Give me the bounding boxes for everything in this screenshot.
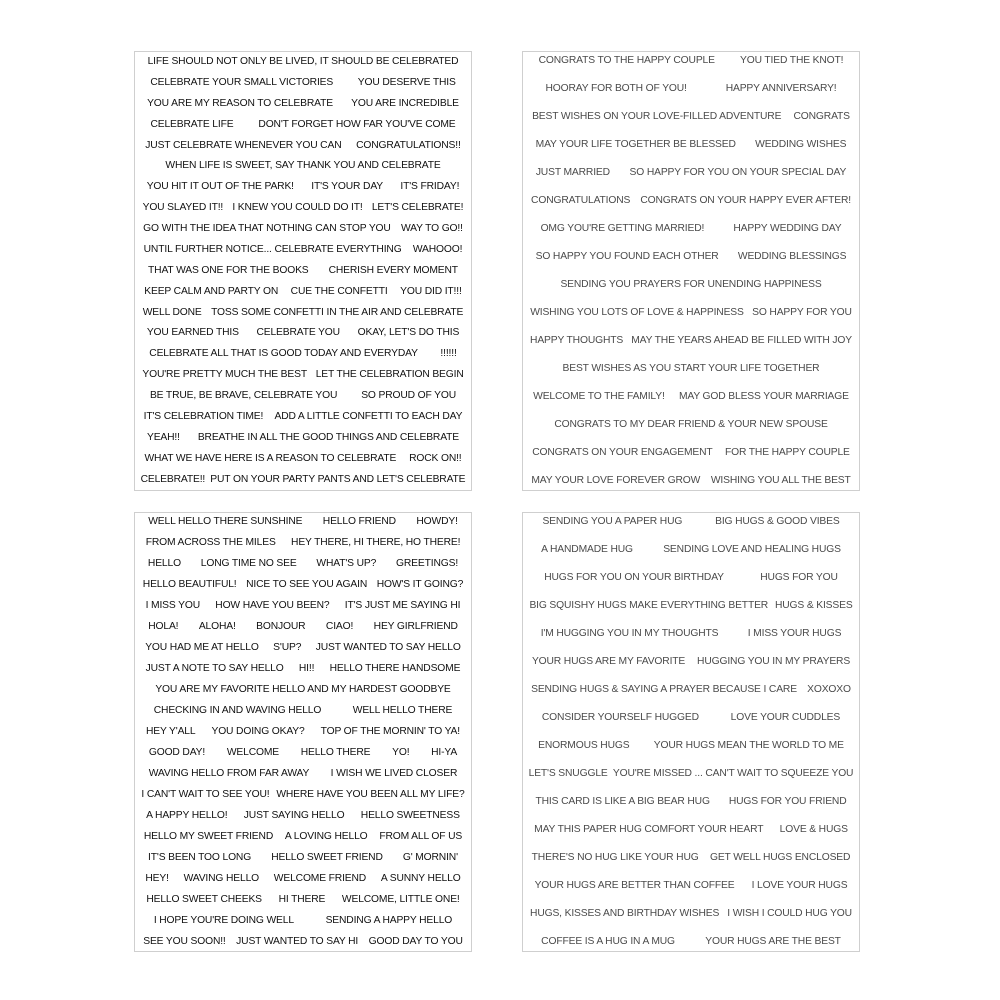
sentiment-phrase: YOU EARNED THIS [146, 327, 239, 339]
sentiment-row [526, 937, 856, 947]
hello-stamp-sheet [134, 512, 472, 952]
sentiment-row [138, 475, 468, 485]
sentiment-phrase: YOU ARE MY FAVORITE HELLO AND MY HARDEST GOODBYE [155, 683, 451, 695]
sentiment-phrase: ADD A LITTLE CONFETTI TO EACH DAY [274, 410, 463, 422]
celebrate-stamp-sheet [134, 51, 472, 491]
sentiment-phrase: YOUR HUGS MEAN THE WORLD TO ME [653, 739, 844, 751]
sentiment-row [138, 454, 468, 464]
sentiment-phrase: OMG YOU'RE GETTING MARRIED! [540, 222, 705, 234]
sentiment-phrase: HI THERE [278, 893, 326, 905]
sentiment-phrase: HOORAY FOR BOTH OF YOU! [545, 82, 687, 94]
sentiment-row [138, 748, 468, 758]
sentiment-phrase: YOUR HUGS ARE THE BEST [705, 935, 841, 947]
sentiment-phrase: YOU ARE INCREDIBLE [351, 97, 459, 109]
sentiment-phrase: CONGRATS ON YOUR HAPPY EVER AFTER! [640, 194, 851, 206]
sentiment-phrase: YOU HAD ME AT HELLO [145, 641, 259, 653]
sentiment-row [526, 112, 856, 122]
sentiment-phrase: HUGS FOR YOU ON YOUR BIRTHDAY [544, 571, 724, 583]
sentiment-phrase: FROM ALL OF US [379, 830, 463, 842]
sentiment-row [526, 448, 856, 458]
sentiment-phrase: WELL DONE [142, 306, 202, 318]
sentiment-row [138, 559, 468, 569]
sentiment-phrase: CHERISH EVERY MOMENT [328, 264, 458, 276]
sentiment-phrase: LONG TIME NO SEE [200, 557, 297, 569]
sentiment-row [526, 713, 856, 723]
sentiment-row [526, 392, 856, 402]
sentiment-phrase: HAPPY ANNIVERSARY! [725, 82, 837, 94]
sentiment-phrase: GREETINGS! [396, 557, 459, 569]
sentiment-phrase: BEST WISHES AS YOU START YOUR LIFE TOGETHER [562, 362, 820, 374]
sentiment-phrase: JUST WANTED TO SAY HI [236, 935, 359, 947]
sentiment-phrase: SEE YOU SOON!! [143, 935, 226, 947]
sentiment-row [526, 308, 856, 318]
sentiment-phrase: YOU DESERVE THIS [357, 76, 456, 88]
sentiment-phrase: ROCK ON!! [409, 452, 462, 464]
sentiment-row [138, 664, 468, 674]
sentiment-phrase: LET'S SNUGGLE [528, 767, 608, 779]
sentiment-phrase: HELLO THERE HANDSOME [329, 662, 461, 674]
sentiment-row [526, 56, 856, 66]
sentiment-row [526, 573, 856, 583]
sentiment-row [138, 853, 468, 863]
sentiment-phrase: OKAY, LET'S DO THIS [357, 327, 460, 339]
sentiment-row [138, 57, 468, 67]
sentiment-phrase: BONJOUR [256, 620, 306, 632]
sentiment-phrase: CHECKING IN AND WAVING HELLO [153, 704, 322, 716]
sentiment-row [138, 266, 468, 276]
sentiment-phrase: CONGRATULATIONS [531, 194, 631, 206]
sentiment-phrase: DON'T FORGET HOW FAR YOU'VE COME [258, 118, 456, 130]
sentiment-row [526, 168, 856, 178]
sentiment-row [138, 832, 468, 842]
sentiment-phrase: LOVE YOUR CUDDLES [730, 711, 841, 723]
sentiment-phrase: SO PROUD OF YOU [361, 390, 457, 401]
sentiment-phrase: HELLO FRIEND [322, 516, 396, 527]
sentiment-row [138, 601, 468, 611]
sentiment-row [138, 937, 468, 947]
sentiment-phrase: WELCOME [226, 746, 279, 758]
sentiment-phrase: YOU'RE MISSED ... CAN'T WAIT TO SQUEEZE YOU [612, 767, 854, 779]
sentiment-phrase: YEAH!! [146, 431, 180, 443]
sentiment-row [138, 538, 468, 548]
sentiment-phrase: I HOPE YOU'RE DOING WELL [153, 914, 294, 926]
sentiment-row [138, 224, 468, 234]
sentiment-phrase: TOSS SOME CONFETTI IN THE AIR AND CELEBRATE [211, 306, 464, 318]
sentiment-row [138, 580, 468, 590]
sentiment-phrase: YOU DOING OKAY? [211, 725, 305, 737]
sentiment-row [526, 196, 856, 206]
sentiment-phrase: WELCOME, LITTLE ONE! [341, 893, 460, 905]
sentiment-phrase: IT'S BEEN TOO LONG [148, 851, 252, 863]
sentiment-phrase: I WISH I COULD HUG YOU [727, 907, 852, 919]
sentiment-phrase: BREATHE IN ALL THE GOOD THINGS AND CELEBRATE [197, 431, 460, 443]
sentiment-phrase: WISHING YOU LOTS OF LOVE & HAPPINESS [530, 306, 744, 318]
sentiment-phrase: TOP OF THE MORNIN' TO YA! [320, 725, 460, 737]
sentiment-phrase: GET WELL HUGS ENCLOSED [709, 851, 851, 863]
sentiment-phrase: WAVING HELLO [183, 872, 260, 884]
sentiment-phrase: KEEP CALM AND PARTY ON [144, 285, 279, 297]
sentiment-phrase: I'M HUGGING YOU IN MY THOUGHTS [540, 627, 719, 639]
sentiment-row [526, 881, 856, 891]
sentiment-row [138, 433, 468, 443]
sentiment-phrase: HUGS, KISSES AND BIRTHDAY WISHES [530, 907, 720, 919]
sentiment-phrase: CONGRATULATIONS!! [356, 139, 461, 151]
sentiment-phrase: THERE'S NO HUG LIKE YOUR HUG [531, 851, 699, 863]
sentiment-phrase: A LOVING HELLO [284, 830, 368, 842]
sentiment-phrase: JUST A NOTE TO SAY HELLO [145, 662, 284, 674]
sentiment-phrase: JUST WANTED TO SAY HELLO [315, 641, 461, 653]
sentiment-phrase: YOU'RE PRETTY MUCH THE BEST [142, 369, 307, 381]
sentiment-row [138, 895, 468, 905]
sentiment-phrase: GOOD DAY TO YOU [368, 935, 463, 947]
sentiment-phrase: YO! [392, 746, 410, 758]
sentiment-phrase: NICE TO SEE YOU AGAIN [246, 578, 368, 590]
sentiment-row [138, 328, 468, 338]
sentiment-phrase: HI!! [298, 662, 315, 674]
hugs-stamp-sheet [522, 512, 860, 952]
sentiment-phrase: HELLO MY SWEET FRIEND [143, 830, 274, 842]
sentiment-phrase: WELCOME FRIEND [273, 872, 367, 884]
sentiment-phrase: BEST WISHES ON YOUR LOVE-FILLED ADVENTURE [532, 110, 782, 122]
sentiment-phrase: A SUNNY HELLO [380, 872, 461, 884]
sentiment-row [526, 657, 856, 667]
sentiment-phrase: CONSIDER YOURSELF HUGGED [541, 711, 699, 723]
sentiment-phrase: UNTIL FURTHER NOTICE... CELEBRATE EVERYTHING [143, 243, 402, 255]
sentiment-row [526, 769, 856, 779]
sentiment-phrase: YOU HIT IT OUT OF THE PARK! [146, 181, 294, 193]
sentiment-phrase: WHAT'S UP? [316, 557, 377, 569]
sentiment-row [526, 336, 856, 346]
sentiment-row [138, 916, 468, 926]
sentiment-phrase: HELLO SWEET CHEEKS [146, 893, 262, 905]
sentiment-row [138, 391, 468, 401]
sentiment-row [526, 601, 856, 611]
sentiment-phrase: ALOHA! [198, 620, 236, 632]
sentiment-phrase: HI-YA [431, 746, 458, 758]
sentiment-phrase: THAT WAS ONE FOR THE BOOKS [148, 264, 309, 276]
sentiment-phrase: I MISS YOUR HUGS [747, 627, 842, 639]
sentiment-phrase: WELL HELLO THERE [352, 704, 453, 716]
sentiment-phrase: JUST MARRIED [535, 166, 610, 178]
sentiment-row [138, 99, 468, 109]
sentiment-phrase: YOUR HUGS ARE BETTER THAN COFFEE [534, 879, 735, 891]
sentiment-phrase: MAY THE YEARS AHEAD BE FILLED WITH JOY [631, 334, 852, 346]
sentiment-row [138, 161, 468, 171]
sentiment-phrase: CONGRATS TO MY DEAR FRIEND & YOUR NEW SPOUSE [554, 418, 828, 430]
sentiment-row [526, 629, 856, 639]
sentiment-phrase: ENORMOUS HUGS [538, 739, 630, 751]
sentiment-phrase: FROM ACROSS THE MILES [145, 536, 276, 548]
sentiment-phrase: HOLA! [148, 620, 179, 632]
sentiment-phrase: HELLO BEAUTIFUL! [142, 578, 237, 590]
sentiment-row [138, 370, 468, 380]
sentiment-row [526, 545, 856, 555]
sentiment-phrase: LOVE & HUGS [779, 823, 848, 835]
sentiment-phrase: SENDING A HAPPY HELLO [325, 914, 453, 926]
sentiment-phrase: HOWDY! [416, 516, 458, 527]
sentiment-row [526, 685, 856, 695]
sentiment-phrase: MAY THIS PAPER HUG COMFORT YOUR HEART [534, 823, 764, 835]
wedding-stamp-sheet [522, 51, 860, 491]
sentiment-phrase: WEDDING WISHES [755, 138, 847, 150]
sentiment-row [138, 141, 468, 151]
sentiment-phrase: LET THE CELEBRATION BEGIN [315, 369, 464, 381]
sentiment-phrase: HELLO SWEET FRIEND [271, 851, 383, 863]
sentiment-phrase: GOOD DAY! [148, 746, 206, 758]
sentiment-phrase: WEDDING BLESSINGS [737, 250, 847, 262]
sentiment-phrase: IT'S YOUR DAY [311, 181, 383, 193]
sentiment-phrase: CIAO! [325, 620, 354, 632]
sentiment-phrase: CELEBRATE YOU [256, 327, 340, 339]
sentiment-row [526, 364, 856, 374]
sentiment-row [526, 741, 856, 751]
sentiment-phrase: A HAPPY HELLO! [146, 809, 228, 821]
sentiment-phrase: WHAT WE HAVE HERE IS A REASON TO CELEBRATE [144, 452, 397, 464]
sentiment-phrase: YOU DID IT!!! [400, 285, 462, 297]
sentiment-row [138, 349, 468, 359]
sentiment-phrase: WAY TO GO!! [400, 223, 463, 234]
sentiment-row [138, 727, 468, 737]
sentiment-phrase: HEY THERE, HI THERE, HO THERE! [291, 536, 461, 548]
sentiment-phrase: YOU TIED THE KNOT! [740, 55, 844, 66]
sentiment-row [138, 685, 468, 695]
sentiment-phrase: HELLO SWEETNESS [360, 809, 460, 821]
sentiment-phrase: COFFEE IS A HUG IN A MUG [541, 935, 675, 947]
sentiment-phrase: CELEBRATE YOUR SMALL VICTORIES [150, 76, 334, 88]
sentiment-row [138, 203, 468, 213]
sentiment-phrase: WELCOME TO THE FAMILY! [533, 390, 665, 402]
sentiment-phrase: SO HAPPY YOU FOUND EACH OTHER [535, 250, 719, 262]
sentiment-phrase: A HANDMADE HUG [541, 543, 633, 555]
sentiment-phrase: I WISH WE LIVED CLOSER [330, 767, 458, 779]
sentiment-phrase: HUGS FOR YOU FRIEND [728, 795, 847, 807]
sentiment-phrase: CONGRATS ON YOUR ENGAGEMENT [532, 446, 713, 458]
sentiment-phrase: I LOVE YOUR HUGS [751, 879, 848, 891]
sentiment-phrase: MAY GOD BLESS YOUR MARRIAGE [678, 390, 849, 402]
sentiment-phrase: LIFE SHOULD NOT ONLY BE LIVED, IT SHOULD BE CELEBRATED [147, 56, 459, 67]
sentiment-phrase: SENDING YOU PRAYERS FOR UNENDING HAPPINESS [560, 278, 822, 290]
sentiment-phrase: YOUR HUGS ARE MY FAVORITE [531, 655, 686, 667]
sentiment-row [138, 517, 468, 527]
sentiment-row [526, 825, 856, 835]
sentiment-row [138, 308, 468, 318]
sentiment-phrase: G' MORNIN' [402, 851, 458, 863]
sentiment-phrase: XOXOXO [807, 683, 851, 695]
sentiment-phrase: CELEBRATE ALL THAT IS GOOD TODAY AND EVERYDAY [149, 348, 418, 360]
sentiment-phrase: HOW HAVE YOU BEEN? [215, 599, 330, 611]
sentiment-row [526, 420, 856, 430]
sentiment-phrase: WAVING HELLO FROM FAR AWAY [148, 767, 310, 779]
sentiment-phrase: GO WITH THE IDEA THAT NOTHING CAN STOP YOU [143, 223, 391, 234]
sentiment-row [138, 706, 468, 716]
sentiment-phrase: HAPPY THOUGHTS [530, 334, 624, 346]
sentiment-row [138, 622, 468, 632]
sentiment-row [526, 517, 856, 527]
sentiment-row [138, 182, 468, 192]
sentiment-row [138, 245, 468, 255]
sentiment-phrase: YOU ARE MY REASON TO CELEBRATE [147, 97, 333, 109]
sentiment-row [138, 769, 468, 779]
sentiment-row [138, 120, 468, 130]
sentiment-phrase: HOW'S IT GOING? [376, 578, 464, 590]
sentiment-row [138, 78, 468, 88]
sentiment-phrase: CELEBRATE LIFE [150, 118, 234, 130]
sentiment-row [526, 853, 856, 863]
sentiment-row [138, 874, 468, 884]
sentiment-phrase: IT'S JUST ME SAYING HI [344, 599, 461, 611]
sentiment-row [526, 476, 856, 486]
sentiment-phrase: CONGRATS TO THE HAPPY COUPLE [538, 55, 715, 66]
sentiment-phrase: THIS CARD IS LIKE A BIG BEAR HUG [535, 795, 710, 807]
sentiment-phrase: SENDING YOU A PAPER HUG [542, 516, 683, 527]
sentiment-phrase: MAY YOUR LIFE TOGETHER BE BLESSED [535, 138, 736, 150]
sentiment-row [526, 140, 856, 150]
sentiment-row [526, 909, 856, 919]
sentiment-phrase: I KNEW YOU COULD DO IT! [232, 202, 363, 214]
sentiment-phrase: HELLO THERE [300, 746, 371, 758]
sentiment-phrase: HELLO [147, 557, 181, 569]
sentiment-phrase: HAPPY WEDDING DAY [733, 222, 842, 234]
sentiment-phrase: SENDING HUGS & SAYING A PRAYER BECAUSE I CARE [531, 683, 797, 695]
sentiment-row [526, 252, 856, 262]
sentiment-phrase: MAY YOUR LOVE FOREVER GROW [531, 474, 701, 486]
sentiment-row [526, 84, 856, 94]
sentiment-phrase: BIG HUGS & GOOD VIBES [715, 516, 840, 527]
sentiment-phrase: CONGRATS [793, 110, 850, 122]
sentiment-phrase: IT'S CELEBRATION TIME! [143, 410, 264, 422]
sentiment-phrase: WELL HELLO THERE SUNSHINE [148, 516, 303, 527]
sentiment-phrase: I CAN'T WAIT TO SEE YOU! [141, 788, 270, 800]
sentiment-phrase: !!!!!! [440, 348, 457, 360]
sentiment-phrase: HUGS & KISSES [774, 599, 853, 611]
sentiment-phrase: CUE THE CONFETTI [290, 285, 388, 297]
sentiment-phrase: SO HAPPY FOR YOU ON YOUR SPECIAL DAY [629, 166, 847, 178]
sentiment-phrase: WAHOOO! [412, 243, 463, 255]
sentiment-phrase: HUGGING YOU IN MY PRAYERS [697, 655, 851, 667]
sentiment-phrase: SO HAPPY FOR YOU [752, 306, 852, 318]
sentiment-row [526, 797, 856, 807]
sentiment-phrase: HEY GIRLFRIEND [373, 620, 458, 632]
sentiment-phrase: CELEBRATE!! [140, 473, 206, 485]
sentiment-phrase: IT'S FRIDAY! [400, 181, 460, 193]
sentiment-phrase: HUGS FOR YOU [760, 571, 838, 583]
sentiment-phrase: BE TRUE, BE BRAVE, CELEBRATE YOU [149, 390, 338, 401]
sentiment-phrase: YOU SLAYED IT!! [142, 202, 224, 214]
sentiment-row [138, 412, 468, 422]
sentiment-phrase: HEY! [145, 872, 169, 884]
sentiment-row [138, 643, 468, 653]
sentiment-phrase: SENDING LOVE AND HEALING HUGS [663, 543, 841, 555]
sentiment-phrase: PUT ON YOUR PARTY PANTS AND LET'S CELEBRATE [210, 473, 466, 485]
sentiment-phrase: HEY Y'ALL [146, 725, 196, 737]
sentiment-phrase: I MISS YOU [145, 599, 201, 611]
sentiment-row [526, 224, 856, 234]
sentiment-row [138, 287, 468, 297]
sentiment-phrase: JUST SAYING HELLO [243, 809, 345, 821]
sentiment-phrase: WISHING YOU ALL THE BEST [710, 474, 851, 486]
sentiment-row [138, 811, 468, 821]
sentiment-phrase: WHERE HAVE YOU BEEN ALL MY LIFE? [276, 788, 465, 800]
sentiment-phrase: WHEN LIFE IS SWEET, SAY THANK YOU AND CELEBRATE [165, 160, 441, 172]
sentiment-phrase: BIG SQUISHY HUGS MAKE EVERYTHING BETTER [529, 599, 769, 611]
sentiment-row [138, 790, 468, 800]
sentiment-phrase: FOR THE HAPPY COUPLE [724, 446, 850, 458]
sentiment-phrase: JUST CELEBRATE WHENEVER YOU CAN [145, 139, 342, 151]
sentiment-row [526, 280, 856, 290]
sentiment-phrase: LET'S CELEBRATE! [371, 202, 464, 214]
sentiment-phrase: S'UP? [273, 641, 302, 653]
